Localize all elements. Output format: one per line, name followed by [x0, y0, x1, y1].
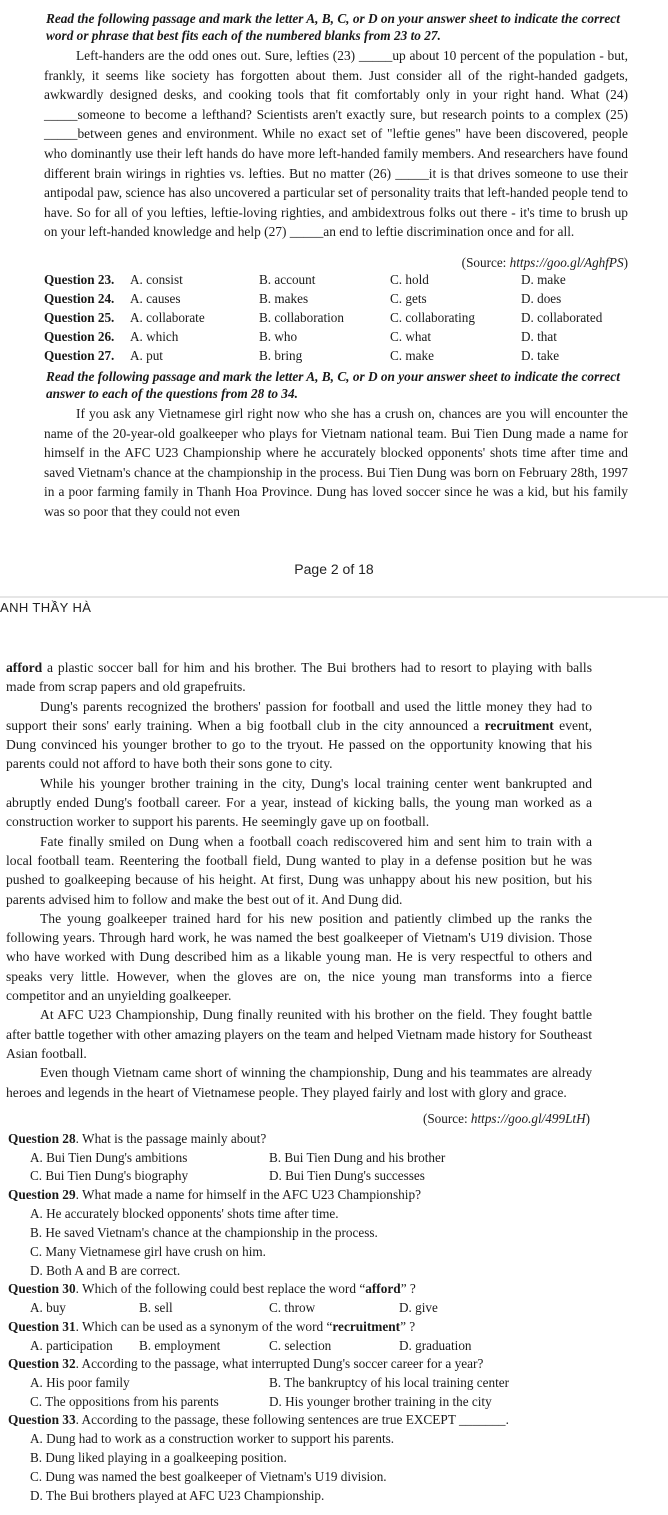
passage-bui-tien-dung-start-text: If you ask any Vietnamese girl right now who she has a crush on, chances are you will encounter the name of the 20-year-old goalkeeper who plays for Vietnam national team. Bui Tien Dung made a name for himself in the AFC U23 Championship where he accurately blocked opponents' shots time after time and saved Vietnam's chance at the championship in the process. Bui Tien Dung was born on February 28th, 1997 in a poor farming family in Thanh Hoa Province. Dung has loved soccer since he was a kid, but his family was so poor that they could not even — [44, 406, 628, 519]
question-23-row — [44, 272, 634, 291]
question-32-options-cd — [30, 1394, 630, 1413]
option-b: B. The bankruptcy of his local training center — [269, 1375, 509, 1390]
question-29-stem: Question 29. What made a name for himself in the AFC U23 Championship? — [8, 1187, 422, 1202]
page-number: Page 2 of 18 — [294, 561, 374, 577]
option-d: D. give — [399, 1300, 438, 1315]
paragraph-6: At AFC U23 Championship, Dung finally reunited with his brother on the field. They fought battle after battle together with other amazing players on the team and helped Vietnam made history for Southeast Asian football. — [6, 1007, 592, 1061]
option-a: A. collaborate — [130, 310, 205, 325]
option-a: A. which — [130, 329, 179, 344]
question-32-stem: Question 32. According to the passage, what interrupted Dung's soccer career for a year? — [8, 1356, 484, 1371]
source-line-1 — [462, 255, 628, 271]
option-a: A. participation — [30, 1338, 113, 1353]
option-d: D. collaborated — [521, 310, 603, 325]
option-d: D. make — [521, 272, 566, 287]
passage-left-handers-text: Left-handers are the odd ones out. Sure, lefties (23) _____up about 10 percent of the population - but, frankly, it seems like society has forgotten about them. Just consider all of the right-handed gadgets, awkwardly designed desks, and cooking tools that fit comfortably only in your right hand. What (24) _____someone to become a lefthand? Scientists aren't exactly sure, but research points to a complex (25) _____between genes and environment. While no exact set of "leftie genes" have been discovered, people who dominantly use their left hands do have more left-handed family members. And researchers have found different brain wirings in righties vs. lefties. But no matter (26) _____it is that drives someone to use their antipodal paw, science has also uncovered a particular set of personality traits that left-handed people tend to have. So for all of you lefties, leftie-loving righties, and ambidextrous folks out there - it's time to brush up on your left-handed knowledge and help (27) _____an end to leftie discrimination once and for all. — [44, 48, 628, 240]
option-c: C. collaborating — [390, 310, 475, 325]
question-26-row — [44, 329, 634, 348]
question-33-option-d: D. The Bui brothers played at AFC U23 Championship. — [30, 1488, 325, 1503]
option-d: D. graduation — [399, 1338, 472, 1353]
passage-continued — [6, 658, 592, 1102]
question-33-stem: Question 33. According to the passage, these following sentences are true EXCEPT _______. — [8, 1412, 509, 1427]
source-label: (Source: — [461, 255, 510, 270]
question-label: Question 24. — [44, 291, 115, 306]
option-d: D. does — [521, 291, 562, 306]
option-a: A. His poor family — [30, 1375, 130, 1390]
page-header-author: ANH THẦY HÀ — [0, 600, 92, 615]
paragraph-2: Dung's parents recognized the brothers' passion for football and used the little money they had to support their sons' early training. When a big football club in the city announced a recruitment event, Dung convinced his younger brother to go to the tryout. He passed on the opportunity knowing that his parents could not afford to have both their sons gone to city. — [6, 698, 592, 772]
question-29-option-b: B. He saved Vietnam's chance at the championship in the process. — [30, 1225, 378, 1240]
option-c: C. The oppositions from his parents — [30, 1394, 219, 1409]
option-d: D. take — [521, 348, 560, 363]
source-close: ) — [623, 255, 628, 270]
option-a: A. consist — [130, 272, 183, 287]
question-28-options-ab — [30, 1150, 630, 1169]
option-c: C. throw — [269, 1300, 316, 1315]
paragraph-1: afford a plastic soccer ball for him and his brother. The Bui brothers had to resort to playing with balls made from scrap papers and old grapefruits. — [6, 660, 592, 695]
option-d: D. that — [521, 329, 557, 344]
option-c: C. gets — [390, 291, 427, 306]
exam-page-2 — [0, 0, 668, 598]
instruction-28-34: Read the following passage and mark the letter A, B, C, or D on your answer sheet to indicate the correct answer to each of the questions from 28 to 34. — [46, 369, 620, 401]
exam-page-3 — [0, 600, 668, 1515]
question-31-options — [30, 1338, 630, 1357]
option-b: B. makes — [259, 291, 309, 306]
paragraph-5: The young goalkeeper trained hard for his new position and patiently climbed up the ranks the following years. Through hard work, he was named the best goalkeeper of Vietnam's U19 division. Those who have worked with Dung described him as a likable young man. He is very respectful to others and speaks very little. However, when the gloves are on, the nice young man transforms into a fierce competitor and an unyielding goalkeeper. — [6, 910, 592, 1004]
question-24-row — [44, 291, 634, 310]
question-29-option-d: D. Both A and B are correct. — [30, 1263, 181, 1278]
question-29-option-c: C. Many Vietnamese girl have crush on him. — [30, 1244, 266, 1259]
option-c: C. Bui Tien Dung's biography — [30, 1168, 189, 1183]
source-url: https://goo.gl/499LtH — [470, 1111, 586, 1126]
question-29-option-a: A. He accurately blocked opponents' shots time after time. — [30, 1206, 339, 1221]
word-afford: afford — [6, 660, 43, 675]
option-b: B. collaboration — [259, 310, 344, 325]
source-close: ) — [585, 1111, 590, 1126]
question-33-option-b: B. Dung liked playing in a goalkeeping position. — [30, 1450, 287, 1465]
paragraph-4: Fate finally smiled on Dung when a football coach rediscovered him and sent him to train with a local football team. Reentering the football field, Dung wanted to play in a defense position but he was pushed to goalkeeping because of his height. At first, Dung was unhappy about his new position, but his parents advised him to follow and make the best out of it. And Dung did. — [6, 833, 592, 907]
passage-left-handers — [44, 46, 628, 242]
question-25-row — [44, 310, 634, 329]
option-b: B. account — [259, 272, 316, 287]
question-28-options-cd — [30, 1168, 630, 1187]
question-32-options-ab — [30, 1375, 630, 1394]
question-27-row — [44, 348, 634, 367]
question-label: Question 25. — [44, 310, 115, 325]
question-label: Question 27. — [44, 348, 115, 363]
option-c: C. hold — [390, 272, 429, 287]
option-b: B. Bui Tien Dung and his brother — [269, 1150, 446, 1165]
paragraph-3: While his younger brother training in the city, Dung's local training center went bankrupted and abruptly ended Dung's football career. For a year, instead of kicking balls, the young man worked as a construction worker to support his parents. He seemingly gave up on football. — [6, 775, 592, 830]
page-separator — [0, 596, 668, 598]
question-33-option-a: A. Dung had to work as a construction worker to support his parents. — [30, 1431, 395, 1446]
option-b: B. bring — [259, 348, 303, 363]
question-33-option-c: C. Dung was named the best goalkeeper of Vietnam's U19 division. — [30, 1469, 387, 1484]
option-d: D. His younger brother training in the city — [269, 1394, 492, 1409]
question-31-stem: Question 31. Which can be used as a synonym of the word “recruitment” ? — [8, 1319, 416, 1334]
option-a: A. causes — [130, 291, 181, 306]
option-b: B. who — [259, 329, 298, 344]
option-a: A. buy — [30, 1300, 66, 1315]
source-line-2 — [423, 1111, 590, 1127]
question-label: Question 26. — [44, 329, 115, 344]
question-28-stem: Question 28. What is the passage mainly about? — [8, 1131, 267, 1146]
question-30-stem: Question 30. Which of the following could best replace the word “afford” ? — [8, 1281, 416, 1296]
option-b: B. sell — [139, 1300, 173, 1315]
option-c: C. what — [390, 329, 432, 344]
source-label: (Source: — [422, 1111, 471, 1126]
paragraph-7: Even though Vietnam came short of winning the championship, Dung and his teammates are already heroes and legends in the heart of Vietnamese people. They played fairly and lost with glory and grace. — [6, 1065, 592, 1100]
option-d: D. Bui Tien Dung's successes — [269, 1168, 425, 1183]
option-a: A. Bui Tien Dung's ambitions — [30, 1150, 188, 1165]
question-label: Question 23. — [44, 272, 115, 287]
passage-bui-tien-dung-start — [44, 404, 628, 522]
option-a: A. put — [130, 348, 163, 363]
instruction-23-27: Read the following passage and mark the letter A, B, C, or D on your answer sheet to indicate the correct word or phrase that best fits each of the numbered blanks from 23 to 27. — [46, 11, 620, 43]
question-30-options — [30, 1300, 630, 1319]
option-b: B. employment — [139, 1338, 221, 1353]
word-recruitment: recruitment — [484, 717, 554, 733]
source-url: https://goo.gl/AghfPS — [509, 255, 624, 270]
option-c: C. make — [390, 348, 434, 363]
option-c: C. selection — [269, 1338, 332, 1353]
